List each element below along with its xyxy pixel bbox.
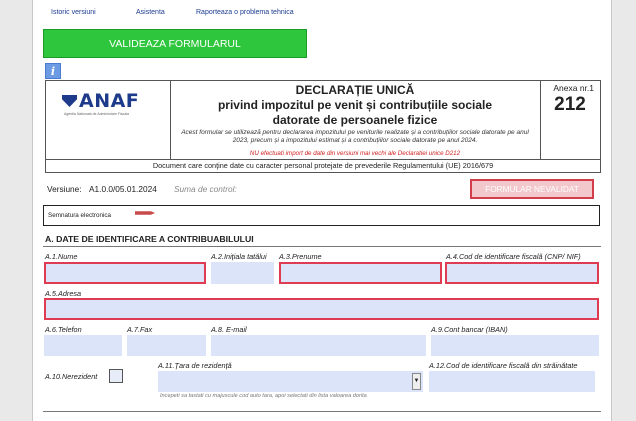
bottom-divider [43, 411, 601, 412]
assistance-link[interactable]: Asistenta [136, 9, 165, 16]
fax-label: A.7.Fax [127, 325, 153, 334]
name-input[interactable] [44, 262, 206, 284]
foreign-tax-code-input[interactable] [429, 371, 595, 392]
validate-form-button[interactable]: VALIDEAZA FORMULARUL [43, 29, 307, 58]
nonresident-label: A.10.Nerezident [45, 372, 98, 381]
address-input[interactable] [44, 298, 599, 320]
phone-input[interactable] [44, 335, 122, 356]
first-name-input[interactable] [279, 262, 442, 284]
nonresident-checkbox[interactable] [109, 369, 123, 383]
signature-label: Semnatura electronica [48, 212, 112, 219]
version-label: Versiune: [47, 184, 82, 194]
logo-text: ANAF [79, 90, 140, 112]
signature-box[interactable] [43, 205, 600, 226]
version-value: A1.0.0/05.01.2024 [89, 184, 157, 194]
father-initial-label: A.2.Inițiala tatălui [211, 252, 267, 261]
cnp-input[interactable] [445, 262, 599, 284]
name-label: A.1.Nume [45, 252, 78, 261]
logo-cell [46, 81, 171, 159]
country-hint: Incepeti sa tastati cu majuscule cod auto tara, apoi selectati din lista valoarea dorita [160, 393, 367, 399]
email-label: A.8. E-mail [211, 325, 247, 334]
logo-subtitle: Agentia Nationala de Administrare Fiscala [64, 112, 129, 116]
annex-number: 212 [554, 94, 586, 115]
form-title: DECLARAȚIE UNICĂ [295, 83, 415, 97]
annex-cell [540, 81, 600, 159]
anaf-logo [62, 90, 139, 112]
form-description: Acest formular se utilizează pentru declararea impozitului pe veniturile realizate și a contribuțiilor sociale datorate pe anul 2023, precum și a impozitului estimat și a contribuțiilor sociale datorate pe anul 2024. [181, 129, 529, 144]
anaf-shield-icon [62, 95, 77, 107]
residence-country-label: A.11.Țara de rezidență [158, 361, 232, 370]
checksum-label: Suma de control: [174, 184, 237, 194]
info-icon[interactable]: i [45, 63, 61, 79]
chevron-down-icon[interactable]: ▼ [412, 373, 421, 390]
residence-country-select[interactable] [158, 371, 423, 392]
email-input[interactable] [211, 335, 426, 356]
import-warning: NU efectuati import de date din versiuni mai vechi ale Declaratiei unice D212 [249, 150, 461, 157]
fax-input[interactable] [127, 335, 206, 356]
form-header [45, 80, 601, 160]
history-link[interactable]: Istoric versiuni [51, 9, 96, 16]
gdpr-notice: Document care conţine date cu caracter personal protejate de prevederile Regulamentului (UE) 2016/679 [45, 160, 601, 173]
iban-input[interactable] [431, 335, 599, 356]
phone-label: A.6.Telefon [45, 325, 82, 334]
iban-label: A.9.Cont bancar (IBAN) [431, 325, 508, 334]
section-divider [43, 246, 601, 247]
address-label: A.5.Adresa [45, 289, 82, 298]
report-problem-link[interactable]: Raporteaza o problema tehnica [196, 9, 294, 16]
section-a-title: A. DATE DE IDENTIFICARE A CONTRIBUABILULUI [45, 234, 254, 244]
title-cell [170, 81, 541, 159]
cnp-label: A.4.Cod de identificare fiscală (CNP/ NIF) [446, 252, 581, 261]
annex-label: Anexa nr.1 [553, 83, 594, 93]
foreign-tax-code-label: A.12.Cod de identificare fiscală din străinătate [429, 361, 578, 370]
form-page [32, 0, 612, 421]
form-status-button[interactable]: FORMULAR NEVALIDAT [470, 179, 594, 199]
form-title-line2: privind impozitul pe venit și contribuțiile sociale [217, 98, 493, 112]
first-name-label: A.3.Prenume [279, 252, 322, 261]
father-initial-input[interactable] [211, 262, 274, 284]
signature-pen-icon[interactable] [135, 210, 155, 216]
form-title-line3: datorate de persoanele fizice [272, 113, 438, 127]
